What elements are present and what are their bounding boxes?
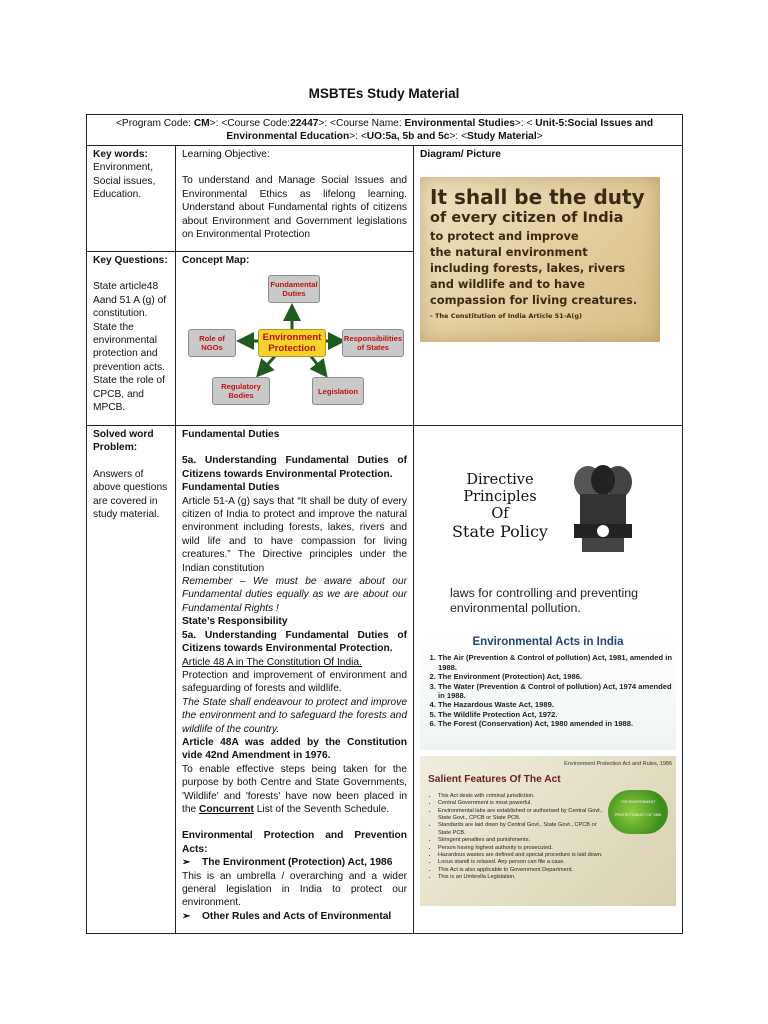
keywords-label: Key words: [93,149,148,160]
concept-map-cell [176,252,414,426]
learning-objective-label: Learning Objective: [182,149,270,160]
section-5a-heading-2: 5a. Understanding Fundamental Duties of Citizens towards Environmental Protection. [182,629,407,655]
node-legislation: Legislation [312,377,364,405]
national-emblem-icon [568,460,638,556]
concurrent-list-text: To enable effective steps being taken for the purpose by both Centre and State Governments, 'Wildlife' and 'forests' have now been placed in the Concurrent List of the Seventh Schedule. [182,763,407,815]
node-fundamental-duties: Fundamental Duties [268,275,320,303]
node-regulatory-bodies: Regulatory Bodies [212,377,270,405]
epa-heading: Environmental Protection and Prevention Acts: [182,830,407,855]
keywords-cell [87,146,176,252]
diagram-label: Diagram/ Picture [420,149,501,160]
diagram-cell [414,146,683,426]
keywords-text: Environment, Social issues, Education. [93,162,156,201]
state-responsibility-heading: State’s Responsibility [182,616,288,628]
learning-objective-cell [176,146,414,252]
fundamental-duties-heading: Fundamental Duties [182,429,280,440]
images-cell [414,426,683,934]
fundamental-duties-subheading: Fundamental Duties [182,482,280,494]
bullet-arrow-icon: ➢ [182,910,191,922]
bullet-environment-act: ➢ The Environment (Protection) Act, 1986 [182,857,393,869]
remember-note: Remember – We must be aware about our Fundamental duties equally as we are about our Fundamental Rights ! [182,576,407,614]
article-48a-text: Protection and improvement of environment and safeguarding of forests and wildlife. [182,669,407,695]
node-responsibilities-of-states: Responsibilities of States [342,329,404,357]
fundamental-duties-cell [176,426,414,934]
study-material-table [86,114,683,934]
environmental-acts-image: Environmental Acts in India 1. The Air (Prevention & Control of pollution) Act, 1981, amended in 1988. 2. The Environment (Protection) Act, 1986. 3. The Water (Prevention & Control of pollution) Act, 1974 amended in 1988. 4. The Hazardous Waste Act, 1989. 5. The Wildlife Protection Act, 1972. 6. The Forest (Conservation) Act, 1980 amended in 1988. [420,630,676,750]
key-questions-text: State article48 Aand 51 A (g) of constitution. State the environmental protection and prevention acts. State the role of CPCB, and MPCB. [93,281,167,414]
directive-principles-image: Directive Principles Of State Policy [420,458,676,558]
laws-image-text: laws for controlling and preventing environmental pollution. [450,586,639,615]
learning-objective-text: To understand and Manage Social Issues and Environmental Ethics as lifelong learning. Understand about Fundamental rights of citizens about Environment and Government legislations on Environmental Protection [182,175,407,241]
solved-problem-cell [87,426,176,934]
document-title: MSBTEs Study Material [308,86,460,101]
umbrella-text: This is an umbrella / overarching and a wider general legislation in India to protect our environment. [182,870,407,909]
solved-problem-text: Answers of above questions are covered in study material. [93,468,168,521]
concept-map [188,275,408,415]
article-48a-amendment: Article 48A was added by the Constitution vide 42nd Amendment in 1976. [182,736,407,762]
node-environment-protection: Environment Protection [258,329,326,357]
key-questions-label: Key Questions: [93,255,168,266]
salient-features-image: Environment Protection Act and Rules, 1986 Salient Features Of The Act • This Act deals with criminal jurisdiction. • Central Government is most powerful. • Environmental labs are established or authorised by Central Govt., State Govt., CPCB or State PCB. • Standards are laid down by Central Govt., State Govt., CPCB or State PCB. • Stringent penalties and punishments. • Person having highest authority is prosecuted. • Hazardous wastes are defined and special procedure is laid down. • Locus standi is relaxed. Any person can file a case. • This Act is also applicable to Government Department. • This is an Umbrella Legislation. THE ENVIRONMENT PROTECTION ACT OF 1986 [420,756,676,906]
article-51a-text: Article 51-A (g) says that “It shall be duty of every citizen of India to protect and improve the natural environment including forests, lakes, rivers and wild life and to have compassion for living creatures.” The Directive principles under the Indian constitution [182,495,407,574]
bullet-arrow-icon: ➢ [182,857,191,869]
concurrent-word: Concurrent [199,803,254,815]
bullet-other-rules: ➢ Other Rules and Acts of Environmental [182,910,392,922]
article-48a-heading: Article 48 A in The Constitution Of India. [182,656,362,668]
key-questions-cell [87,252,176,426]
article-48a-italic: The State shall endeavour to protect and improve the environment and to safeguard the forests and wildlife of the country. [182,696,407,735]
concept-map-label: Concept Map: [182,255,250,266]
course-header: <Program Code: CM>: <Course Code:22447>: <Course Name: Environmental Studies>: < Unit-5:Social Issues and Environmental Education>: <UO:5a, 5b and 5c>: <Study Material> [87,115,683,146]
section-5a-heading: 5a. Understanding Fundamental Duties of Citizens towards Environmental Protection. [182,455,407,480]
solved-problem-label: Solved word Problem: [93,429,154,454]
article-51a-image: It shall be the duty of every citizen of India to protect and improve the natural environment including forests, lakes, rivers and wildlife and to have compassion for living creatures. - The Constitution of India Article 51-A(g) [420,177,660,342]
node-role-of-ngos: Role of NGOs [188,329,236,357]
